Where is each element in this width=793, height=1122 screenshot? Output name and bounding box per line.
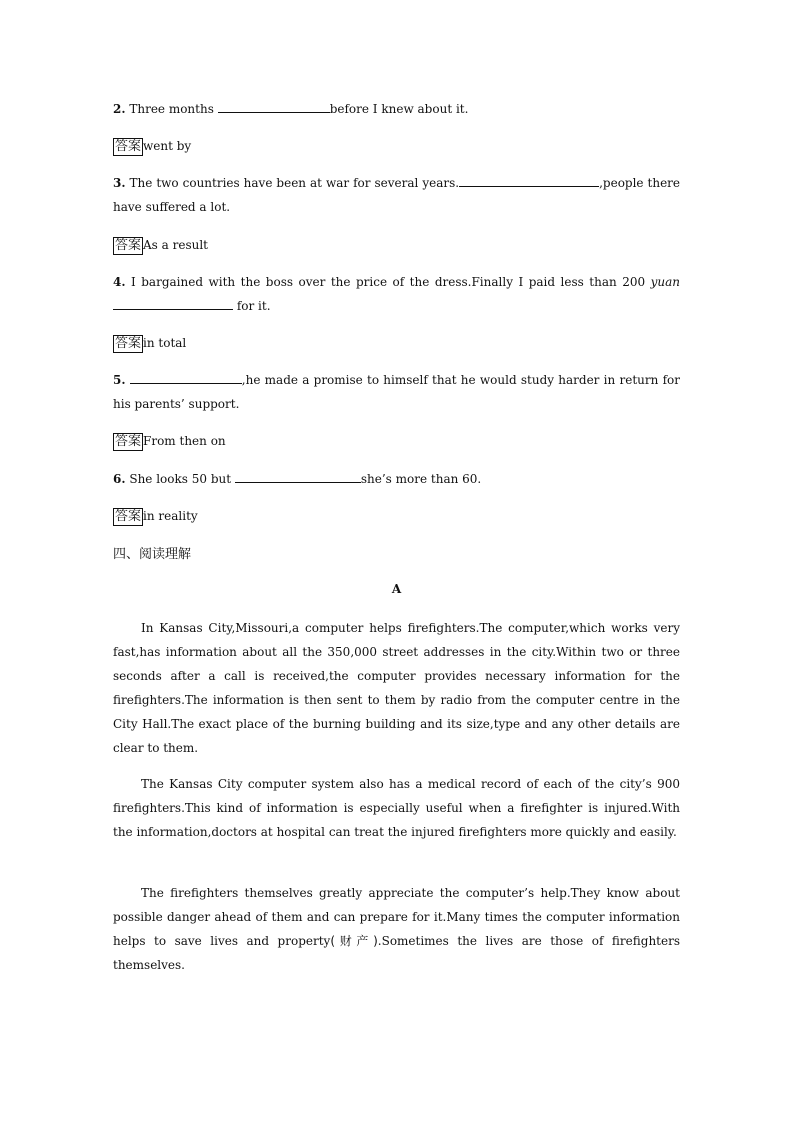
answer-label: 答案 — [115, 139, 142, 154]
question-2 — [113, 97, 680, 121]
answer-text: As a result — [143, 238, 209, 252]
answer-5 — [113, 432, 226, 451]
answer-label: 答案 — [115, 336, 142, 351]
question-text-before: Three months — [125, 102, 218, 116]
question-text-after: ,people there have suffered a lot. — [113, 176, 681, 214]
question-text-after: for it. — [233, 299, 271, 313]
paragraph-1: In Kansas City,Missouri,a computer helps firefighters.The computer,which works very fast,has information about all the 350,000 street addresses in the city.Within two or three seconds after a call is received,the computer provides necessary information for the firefighters.The information is then sent to them by radio from the computer centre in the City Hall.The exact place of the burning building and its size,type and any other details are clear to them. — [113, 621, 680, 755]
question-text-before: I bargained with the boss over the price of the dress.Finally I paid less than 200 — [125, 275, 651, 289]
question-4 — [113, 270, 680, 318]
answer-3 — [113, 236, 208, 255]
question-text-after: she’s more than 60. — [360, 472, 482, 486]
answer-label: 答案 — [115, 434, 142, 449]
answer-label: 答案 — [115, 509, 142, 524]
question-text-after: ,he made a promise to himself that he would study harder in return for his parents’ support. — [113, 373, 680, 411]
question-text-before: The two countries have been at war for several years. — [125, 176, 460, 190]
question-italic-word: yuan — [650, 275, 680, 289]
answer-blank — [235, 469, 361, 483]
answer-text: went by — [143, 139, 192, 153]
answer-label: 答案 — [115, 238, 142, 253]
question-text-after: before I knew about it. — [329, 102, 469, 116]
answer-blank — [130, 370, 242, 384]
answer-text: in total — [143, 336, 187, 350]
answer-text: From then on — [143, 434, 226, 448]
answer-4 — [113, 334, 186, 353]
question-6 — [113, 467, 680, 491]
answer-6 — [113, 507, 198, 526]
paragraph-3 — [113, 881, 680, 977]
question-5 — [113, 368, 680, 416]
question-text-before: She looks 50 but — [125, 472, 235, 486]
answer-text: in reality — [143, 509, 198, 523]
answer-blank — [459, 173, 599, 187]
answer-2 — [113, 137, 191, 156]
passage-label: A — [391, 582, 402, 596]
question-number: 4. — [113, 275, 126, 289]
question-3 — [113, 171, 680, 219]
question-number: 5. — [113, 373, 126, 387]
paragraph-3-chinese-gloss: (财产) — [330, 934, 378, 948]
answer-blank — [113, 296, 233, 310]
question-number: 3. — [113, 176, 126, 190]
question-number: 2. — [113, 102, 126, 116]
answer-blank — [218, 99, 330, 113]
paragraph-3-text-b: .Sometimes the lives are those of firefighters themselves. — [113, 934, 680, 972]
paragraph-2: The Kansas City computer system also has a medical record of each of the city’s 900 firefighters.This kind of information is especially useful when a firefighter is injured.With the information,doctors at hospital can treat the injured firefighters more quickly and easily. — [113, 777, 680, 839]
paragraph-3-text-a: The firefighters themselves greatly appreciate the computer’s help.They know about possible danger ahead of them and can prepare for it.Many times the computer information helps to save lives and property — [113, 886, 680, 948]
question-number: 6. — [113, 472, 126, 486]
section-heading: 四、阅读理解 — [113, 547, 192, 562]
